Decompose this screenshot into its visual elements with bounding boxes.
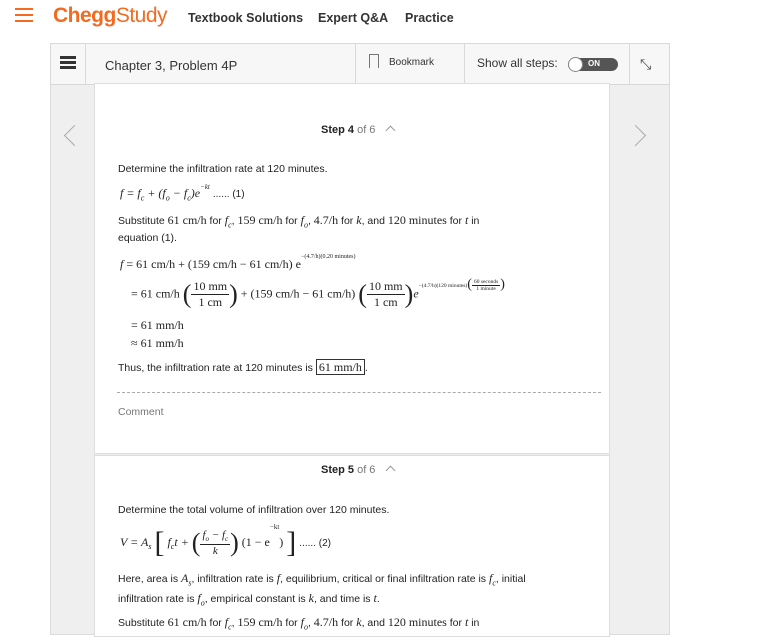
step-5-intro: Determine the total volume of infiltration over 120 minutes. — [118, 504, 390, 516]
collapse-chevron-icon[interactable] — [386, 126, 396, 136]
step-5-card — [94, 455, 610, 637]
comment-link[interactable]: Comment — [118, 406, 164, 418]
chegg-study-logo[interactable]: CheggStudy — [53, 4, 168, 27]
result-box: 61 mm/h — [316, 359, 365, 375]
divider — [355, 44, 356, 84]
show-all-steps-label: Show all steps: — [477, 56, 558, 70]
nav-expert-qa[interactable]: Expert Q&A — [318, 11, 389, 25]
equation-2: $V = A_s$ [ $f_ct$ + ( $\frac{f_o - f_c}{k}$ ) $(1 - e^{-kt})$ ] ...... (2) — [120, 523, 331, 559]
step-4-substitution-line-2: equation (1). — [118, 232, 177, 244]
bookmark-button[interactable]: Bookmark — [389, 57, 435, 68]
collapse-chevron-icon[interactable] — [386, 466, 396, 476]
nav-textbook-solutions[interactable]: Textbook Solutions — [188, 11, 304, 25]
bookmark-icon[interactable] — [369, 54, 379, 68]
step-4-indicator[interactable]: Step 4 of 6 — [321, 124, 376, 136]
calc-line-4: ≈ 61 mm/h — [131, 336, 184, 350]
step-5-definitions-line-1: Here, area is $A_s$, infiltration rate is f, equilibrium, critical or final infiltration rate is $f_c$, initial — [118, 571, 526, 588]
toggle-knob — [568, 57, 583, 72]
calc-line-2: = 61 cm/h ( $\frac{10 mm}{1 cm}$ ) + (159 cm/h − 61 cm/h) ( $\frac{10 mm}{1 cm}$ )$e^{-(4.7/h)(120 minutes)}$( $\frac{\text{60 seconds}}{\text{1 minute}}$ ) — [131, 277, 505, 309]
expand-icon[interactable]: ⤡ — [640, 56, 652, 72]
divider — [629, 44, 630, 84]
calc-line-3: = 61 mm/h — [131, 318, 184, 332]
step-5-definitions-line-2: infiltration rate is $f_o$, empirical constant is k, and time is t. — [118, 591, 380, 608]
top-navigation-bar — [0, 0, 774, 36]
calc-line-1: f = 61 cm/h + (159 cm/h − 61 cm/h) $e^{-(4.7/h)(0.20 minutes)}$ — [120, 254, 356, 271]
chapter-problem-title: Chapter 3, Problem 4P — [105, 58, 238, 73]
step-4-card — [94, 83, 610, 454]
hamburger-menu-icon[interactable] — [15, 8, 33, 22]
nav-practice[interactable]: Practice — [405, 11, 454, 25]
step-4-intro: Determine the infiltration rate at 120 minutes. — [118, 163, 328, 175]
step-4-result: Thus, the infiltration rate at 120 minutes is 61 mm/h . — [118, 360, 368, 374]
step-5-substitution-line: Substitute 61 cm/h for $f_c$, 159 cm/h for $f_o$, 4.7/h for k, and 120 minutes for t in — [118, 615, 480, 632]
separator — [117, 392, 601, 393]
equation-1: $f = f_c + (f_o - f_c)e^{-kt}$ ...... (1) — [120, 183, 245, 203]
divider — [85, 44, 86, 84]
toggle-state: ON — [588, 59, 600, 68]
list-icon[interactable] — [60, 56, 76, 70]
step-4-substitution-line: Substitute 61 cm/h for $f_c$, 159 cm/h for $f_o$, 4.7/h for k, and 120 minutes for t in — [118, 213, 480, 230]
divider — [464, 44, 465, 84]
step-5-indicator[interactable]: Step 5 of 6 — [321, 464, 376, 476]
solution-header — [50, 43, 670, 85]
show-all-steps-toggle[interactable] — [568, 58, 618, 71]
